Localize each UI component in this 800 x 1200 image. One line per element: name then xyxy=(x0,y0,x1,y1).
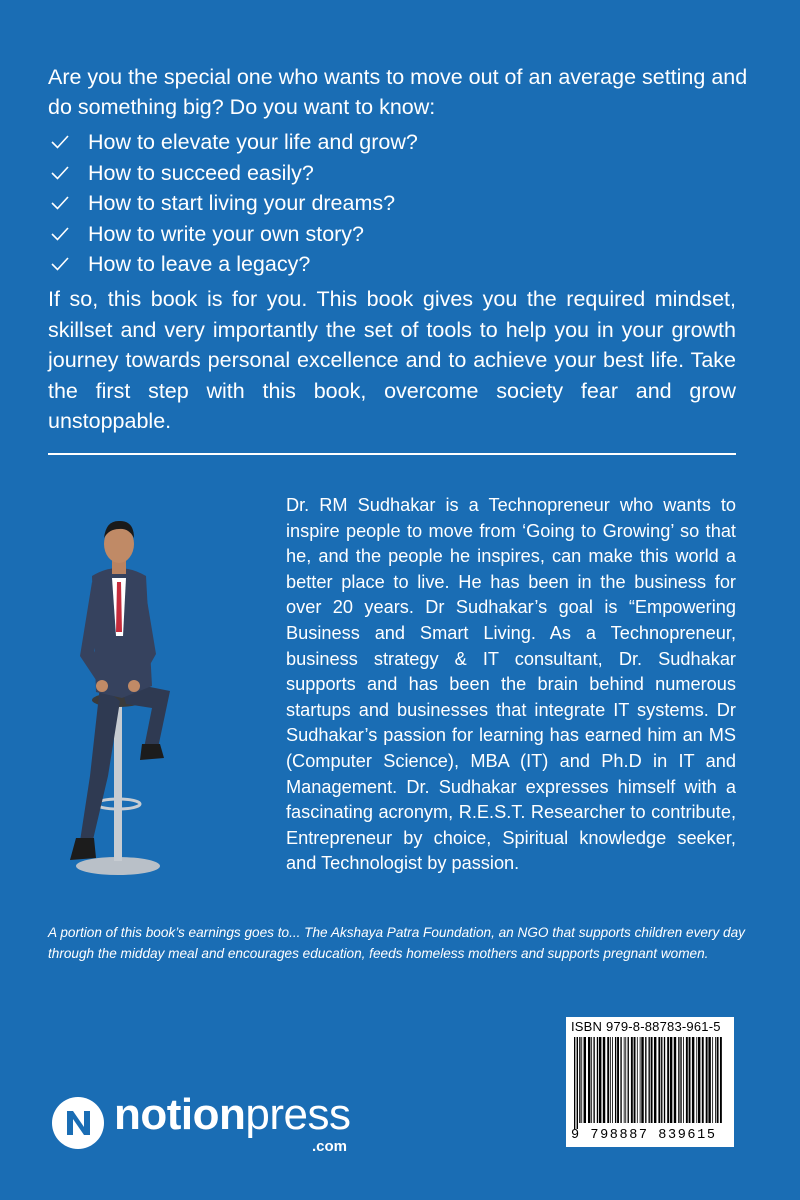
barcode-bar xyxy=(617,1037,619,1123)
barcode-bar xyxy=(640,1037,641,1123)
isbn-barcode xyxy=(566,1017,734,1147)
isbn-label: ISBN 979-8-88783-961-5 xyxy=(571,1019,721,1034)
barcode-bar xyxy=(683,1037,684,1123)
checkmark-icon xyxy=(50,165,70,181)
checkmark-icon xyxy=(50,226,70,242)
barcode-bar xyxy=(599,1037,601,1123)
barcode-bar xyxy=(584,1037,586,1123)
notionpress-logo-icon xyxy=(50,1095,106,1151)
list-item-label: How to succeed easily? xyxy=(88,160,314,185)
list-item-label: How to start living your dreams? xyxy=(88,191,396,215)
barcode-bar xyxy=(610,1037,611,1123)
list-item xyxy=(50,127,418,158)
barcode-bar xyxy=(717,1037,719,1123)
checkmark-icon xyxy=(50,256,70,272)
barcode-bar xyxy=(591,1037,592,1123)
barcode-bar xyxy=(649,1037,650,1123)
barcode-bar xyxy=(661,1037,662,1123)
author-bio: Dr. RM Sudhakar is a Technopreneur who wants to inspire people to move from ‘Going to Growing’ so that he, and the people he inspires, can make this world a better place to live. He has been in the business for over 20 years. Dr Sudhakar’s goal is “Empowering Business and Smart Living. As a Technopreneur, business strategy & IT consultant, Dr. Sudhakar supports and has been the brain behind numerous startups and businesses that integrate IT systems. Dr Sudhakar’s passion for learning has earned him an MS (Computer Science), MBA (IT) and Ph.D in IT and Management. Dr. Sudhakar expresses himself with a fascinating acronym, R.E.S.T. Researcher to contribute, Entrepreneur by choice, Spiritual knowledge seeker, and Technologist by passion. xyxy=(286,495,736,874)
barcode-bar xyxy=(658,1037,660,1123)
barcode-bar xyxy=(628,1037,629,1123)
barcode-bar xyxy=(615,1037,616,1123)
barcode-bar xyxy=(692,1037,694,1123)
barcode-bar xyxy=(712,1037,713,1123)
barcode-bar xyxy=(698,1037,700,1123)
barcode-bar xyxy=(593,1037,594,1123)
barcode-bar xyxy=(578,1037,579,1129)
publisher-name-bold: notion xyxy=(114,1090,246,1139)
publisher-name-light: press xyxy=(245,1090,351,1139)
list-item xyxy=(50,188,418,219)
barcode-bar xyxy=(588,1037,590,1123)
barcode-bar xyxy=(708,1037,710,1123)
checkmark-icon xyxy=(50,195,70,211)
barcode-bar xyxy=(678,1037,679,1123)
barcode-bar xyxy=(612,1037,613,1123)
barcode-bar xyxy=(581,1037,582,1123)
barcode-bars xyxy=(572,1037,728,1129)
list-item-label: How to elevate your life and grow? xyxy=(88,130,418,154)
list-item-label: How to write your own story? xyxy=(88,221,365,246)
publisher-wordmark xyxy=(114,1090,350,1140)
intro-text: Are you the special one who wants to move out of an average setting and do something big? Do you want to know: xyxy=(48,65,748,119)
checkmark-icon xyxy=(50,134,70,150)
barcode-bar xyxy=(645,1037,646,1123)
barcode-bar xyxy=(702,1037,704,1123)
list-item-label: How to leave a legacy? xyxy=(88,252,311,276)
author-portrait xyxy=(30,486,230,878)
barcode-bar xyxy=(664,1037,665,1123)
barcode-bar xyxy=(720,1037,722,1123)
barcode-bar xyxy=(641,1037,643,1123)
barcode-bar xyxy=(577,1037,578,1129)
pitch-paragraph: If so, this book is for you. This book gives you the required mindset, skillset and very importantly the set of tools to help you in your growth journey towards personal excellence and to achieve your best life. Take the first step with this book, overcome society fear and grow unstoppable. xyxy=(48,287,736,433)
barcode-bar xyxy=(686,1037,688,1123)
barcode-bar xyxy=(634,1037,636,1123)
list-item xyxy=(50,158,418,189)
barcode-bar xyxy=(689,1037,691,1123)
barcode-bar xyxy=(667,1037,669,1123)
barcode-bar xyxy=(670,1037,672,1123)
barcode-bar xyxy=(620,1037,621,1123)
barcode-bar xyxy=(696,1037,697,1123)
barcode-bar xyxy=(597,1037,598,1123)
benefit-checklist xyxy=(50,127,418,280)
barcode-bar xyxy=(603,1037,605,1123)
donation-note: A portion of this book’s earnings goes to... The Akshaya Patra Foundation, an NGO that supports children every day through the midday meal and encourages education, feeds homeless mothers and supports pregnant women. xyxy=(48,925,745,961)
barcode-bar xyxy=(674,1037,676,1123)
barcode-bar xyxy=(715,1037,716,1123)
list-item xyxy=(50,249,418,280)
barcode-bar xyxy=(680,1037,681,1123)
publisher-domain: .com xyxy=(312,1138,348,1155)
barcode-bar xyxy=(637,1037,638,1123)
barcode-bar xyxy=(631,1037,633,1123)
barcode-bar xyxy=(624,1037,625,1123)
list-item xyxy=(50,219,418,250)
barcode-bar xyxy=(574,1037,575,1129)
barcode-bar xyxy=(654,1037,656,1123)
barcode-bar xyxy=(706,1037,708,1123)
barcode-bar xyxy=(575,1037,576,1129)
section-divider xyxy=(48,453,736,455)
barcode-bar xyxy=(607,1037,609,1123)
barcode-bar xyxy=(579,1037,580,1123)
barcode-bar xyxy=(651,1037,653,1123)
barcode-bar xyxy=(625,1037,626,1123)
ean-digits: 9 798887 839615 xyxy=(571,1128,717,1143)
